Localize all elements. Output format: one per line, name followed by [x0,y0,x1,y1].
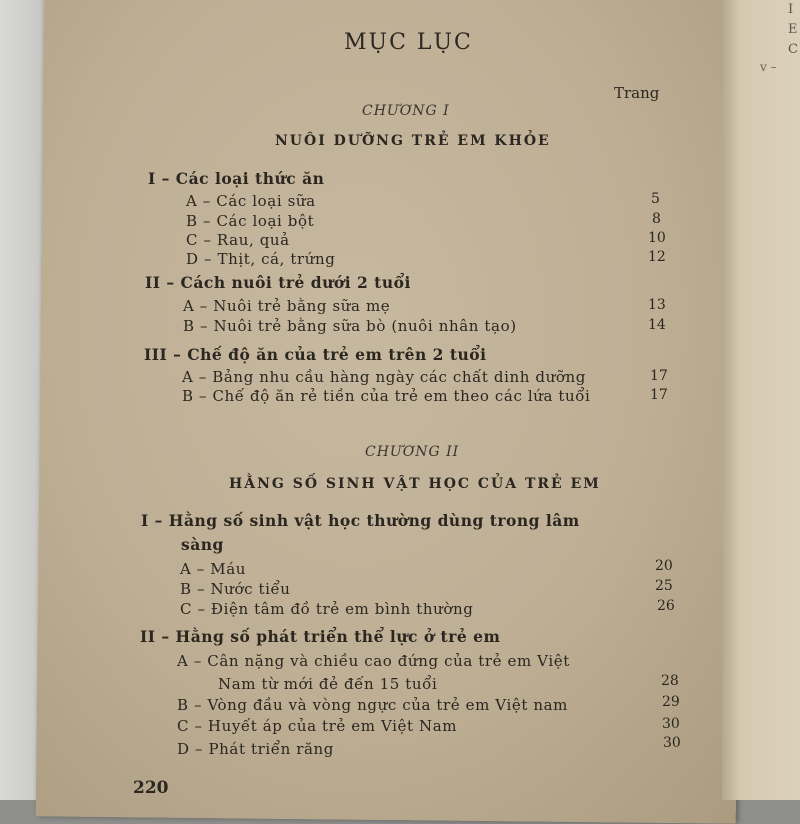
adjacent-fragment: C [788,42,798,57]
chapter-title: NUÔI DƯỠNG TRẺ EM KHỎE [275,133,551,149]
toc-entry-continued: Nam từ mới đẻ đến 15 tuổi [218,675,438,693]
toc-entry: A – Nuôi trẻ bằng sữa mẹ [183,297,391,315]
toc-entry: D – Phát triển răng [177,740,334,758]
adjacent-page-mark: v – [760,60,777,74]
footer-page-number: 220 [133,778,169,798]
toc-page-number: 13 [648,297,666,313]
section-heading: III – Chế độ ăn của trẻ em trên 2 tuổi [144,345,487,364]
toc-entry: B – Chế độ ăn rẻ tiền của trẻ em theo các lứa tuổi [182,387,591,405]
chapter-label: CHƯƠNG II [365,444,460,460]
toc-entry: B – Vòng đầu và vòng ngực của trẻ em Việt nam [177,696,568,714]
adjacent-fragment: E [788,22,798,37]
toc-page-number: 26 [657,598,675,614]
toc-page-number: 10 [648,230,666,246]
section-heading: II – Hằng số phát triển thể lực ở trẻ em [140,627,501,646]
toc-page-number: 25 [655,578,673,594]
toc-page-number: 29 [662,694,680,710]
toc-entry: C – Điện tâm đồ trẻ em bình thường [180,600,474,618]
section-heading: II – Cách nuôi trẻ dưới 2 tuổi [145,273,411,292]
toc-page-number: 28 [661,673,679,689]
chapter-label: CHƯƠNG I [362,103,450,119]
toc-page-number: 8 [652,211,661,227]
toc-page-number: 20 [655,558,673,574]
chapter-title: HẰNG SỐ SINH VẬT HỌC CỦA TRẺ EM [229,476,601,492]
toc-page-number: 14 [648,317,666,333]
section-heading: I – Các loại thức ăn [148,169,325,188]
toc-entry: C – Huyết áp của trẻ em Việt Nam [177,717,458,735]
page-title: MỤC LỤC [344,30,473,55]
toc-page-number: 17 [650,387,668,403]
adjacent-page [722,0,800,800]
toc-entry: A – Cân nặng và chiều cao đứng của trẻ em Việt [177,652,570,670]
toc-page-number: 12 [648,249,666,265]
toc-entry: B – Các loại bột [186,212,315,230]
section-heading-continued: sàng [181,535,224,554]
toc-page-number: 30 [663,735,681,751]
toc-entry: C – Rau, quả [186,231,290,249]
toc-page-number: 30 [662,716,680,732]
toc-page-number: 17 [650,368,668,384]
section-heading: I – Hằng số sinh vật học thường dùng trong lâm [141,511,580,530]
adjacent-page-text [788,0,800,60]
toc-entry: D – Thịt, cá, trứng [186,250,336,268]
toc-entry: A – Bảng nhu cầu hàng ngày các chất dinh dưỡng [182,368,586,386]
adjacent-fragment: I [788,2,794,17]
toc-page-number: 5 [651,191,660,207]
toc-entry: B – Nuôi trẻ bằng sữa bò (nuôi nhân tạo) [183,317,517,335]
toc-entry: A – Máu [180,560,247,578]
page-column-label: Trang [614,84,660,102]
toc-entry: A – Các loại sữa [186,192,316,210]
toc-entry: B – Nước tiểu [180,580,291,598]
